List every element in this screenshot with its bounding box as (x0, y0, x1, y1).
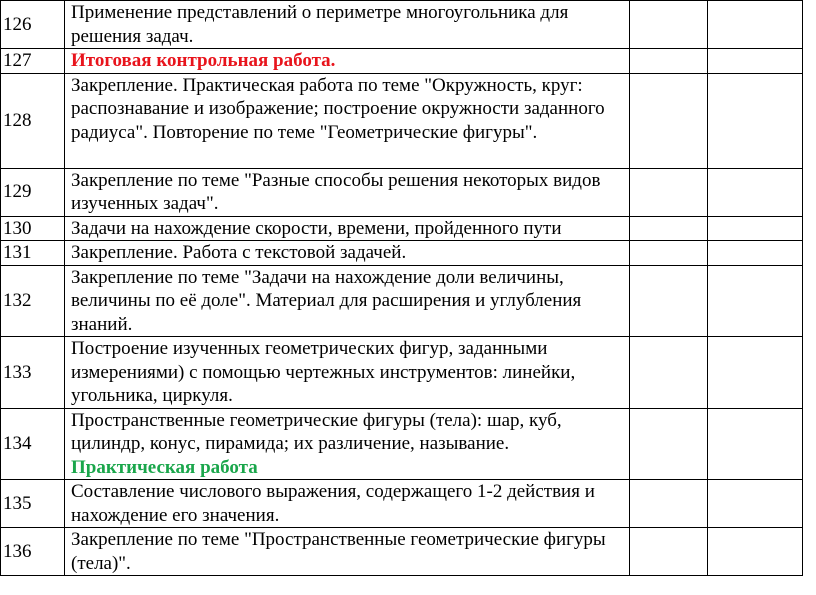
table-row (1, 265, 803, 337)
planned-date-cell (630, 337, 708, 409)
planned-date-cell (630, 480, 708, 528)
actual-date-cell (708, 241, 803, 266)
lesson-number: 133 (1, 337, 65, 409)
lesson-topic-cell (65, 168, 630, 216)
lesson-topic-cell (65, 216, 630, 241)
planned-date-cell (630, 73, 708, 168)
planned-date-cell (630, 528, 708, 576)
lesson-topic: Пространственные геометрические фигуры (тела): шар, куб, цилиндр, конус, пирамида; их различение, называние. (71, 409, 562, 454)
table-row (1, 49, 803, 74)
lesson-topic: Закрепление по теме "Пространственные геометрические фигуры (тела)". (71, 529, 606, 574)
actual-date-cell (708, 73, 803, 168)
planned-date-cell (630, 49, 708, 74)
lesson-topic-cell (65, 480, 630, 528)
actual-date-cell (708, 1, 803, 49)
planned-date-cell (630, 408, 708, 480)
actual-date-cell (708, 265, 803, 337)
table-row (1, 1, 803, 49)
table-row (1, 168, 803, 216)
table-row (1, 216, 803, 241)
lesson-number: 136 (1, 528, 65, 576)
lesson-number: 127 (1, 49, 65, 74)
actual-date-cell (708, 408, 803, 480)
planned-date-cell (630, 241, 708, 266)
lesson-number: 131 (1, 241, 65, 266)
lesson-topic: Составление числового выражения, содержащего 1-2 действия и нахождение его значения. (71, 481, 595, 526)
lesson-topic: Закрепление по теме "Разные способы решения некоторых видов изученных задач". (71, 169, 601, 214)
lesson-topic: Закрепление. Работа с текстовой задачей. (71, 242, 407, 263)
actual-date-cell (708, 216, 803, 241)
lesson-number: 132 (1, 265, 65, 337)
lesson-topic: Закрепление по теме "Задачи на нахождение доли величины, величины по её доле". Материал для расширения и углубления знаний. (71, 266, 582, 335)
table-row (1, 480, 803, 528)
actual-date-cell (708, 168, 803, 216)
actual-date-cell (708, 49, 803, 74)
lesson-topic-cell (65, 408, 630, 480)
planned-date-cell (630, 265, 708, 337)
lesson-topic-cell (65, 49, 630, 74)
lesson-topic-cell (65, 1, 630, 49)
table-row (1, 337, 803, 409)
lesson-topic: Закрепление. Практическая работа по теме "Окружность, круг: распознавание и изображение; построение окружности заданного радиуса". Повторение по теме "Геометрические фигуры". (71, 74, 605, 143)
actual-date-cell (708, 528, 803, 576)
lesson-number: 128 (1, 73, 65, 168)
table-row (1, 73, 803, 168)
lesson-topic: Задачи на нахождение скорости, времени, пройденного пути (71, 217, 562, 239)
lesson-topic-cell (65, 73, 630, 168)
table-row (1, 241, 803, 266)
actual-date-cell (708, 480, 803, 528)
lesson-topic-cell (65, 265, 630, 337)
planned-date-cell (630, 216, 708, 241)
lesson-number: 130 (1, 216, 65, 241)
lesson-topic-cell (65, 528, 630, 576)
lesson-number: 126 (1, 1, 65, 49)
actual-date-cell (708, 337, 803, 409)
lesson-number: 135 (1, 480, 65, 528)
planned-date-cell (630, 1, 708, 49)
lesson-topic-cell (65, 241, 630, 266)
table-body (1, 1, 803, 576)
lesson-number: 129 (1, 168, 65, 216)
practical-work-label: Практическая работа (71, 456, 258, 478)
lesson-topic-cell (65, 337, 630, 409)
table-row (1, 408, 803, 480)
table-row (1, 528, 803, 576)
lesson-topic: Применение представлений о периметре многоугольника для решения задач. (71, 2, 569, 47)
test-work-label: Итоговая контрольная работа. (71, 50, 336, 71)
planned-date-cell (630, 168, 708, 216)
lesson-number: 134 (1, 408, 65, 480)
lesson-topic: Построение изученных геометрических фигур, заданными измерениями) с помощью чертежных инструментов: линейки, угольника, циркуля. (71, 338, 576, 406)
